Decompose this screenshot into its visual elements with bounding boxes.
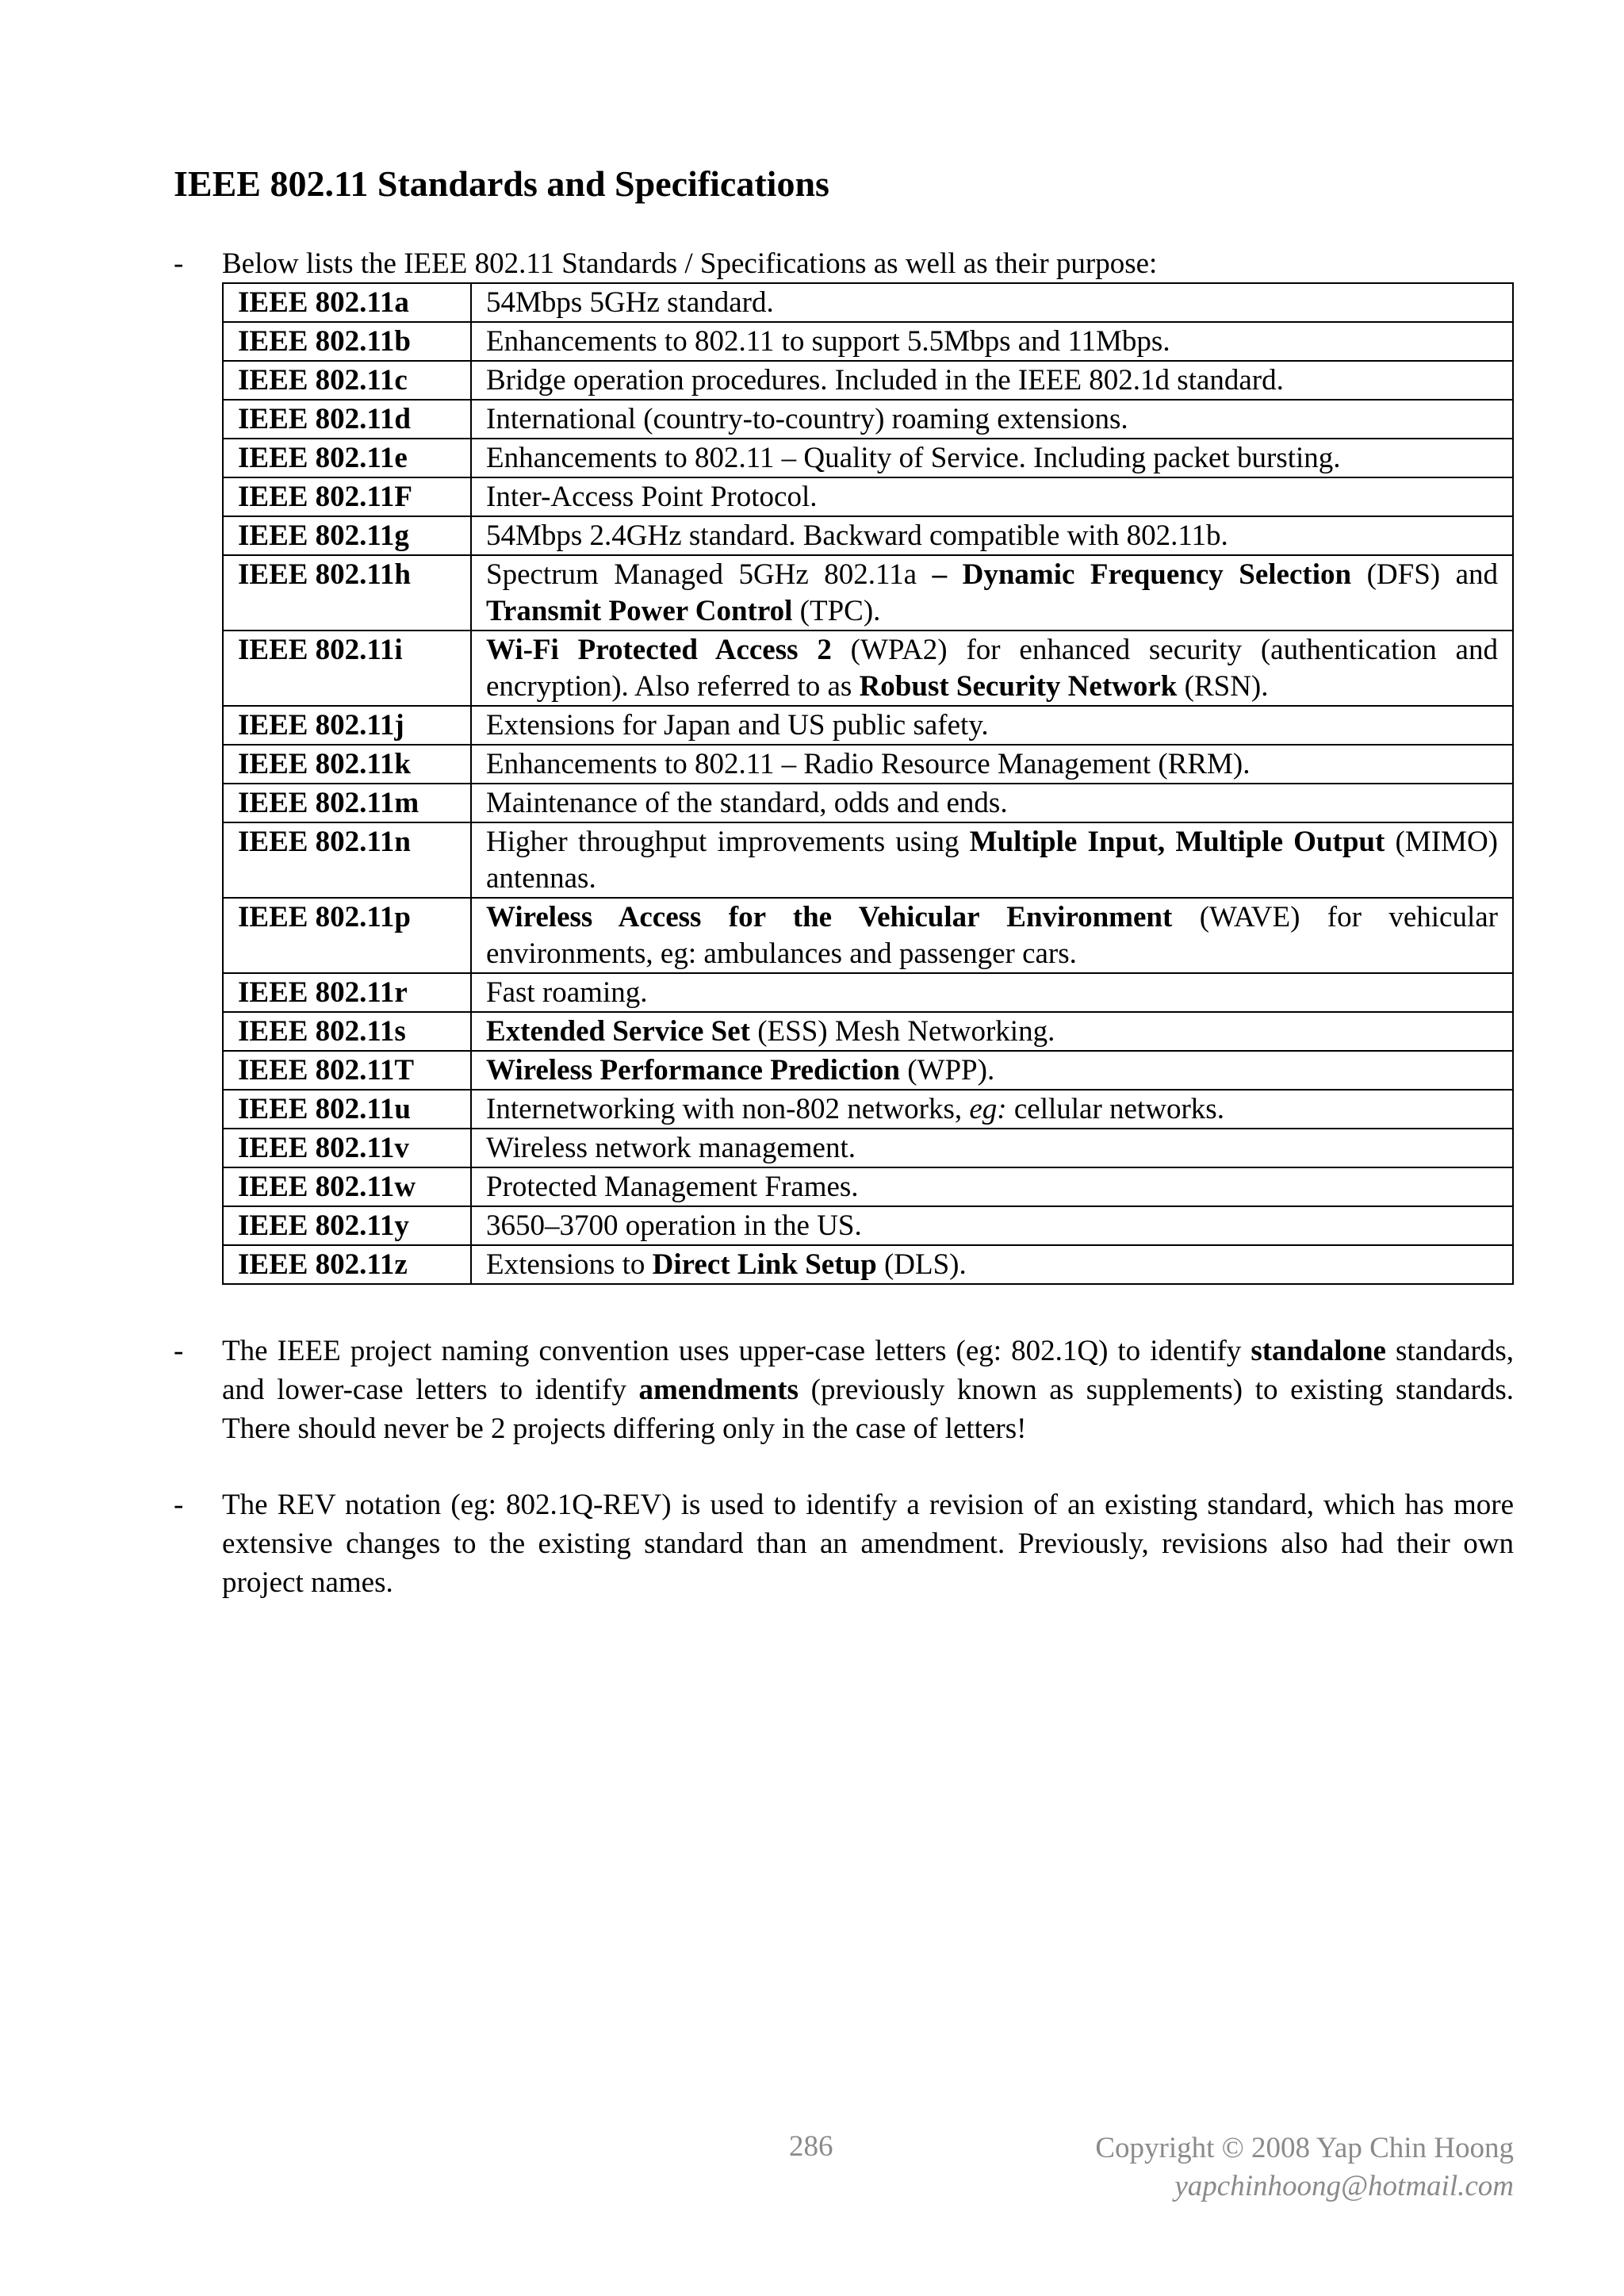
bold-term: Robust Security Network bbox=[859, 670, 1178, 703]
bold-term: Transmit Power Control bbox=[486, 595, 793, 627]
standard-code-cell: IEEE 802.11y bbox=[223, 1206, 471, 1245]
bullet-dash: - bbox=[174, 1335, 184, 1367]
text-run: 3650–3700 operation in the US. bbox=[486, 1209, 862, 1242]
standard-code-cell: IEEE 802.11a bbox=[223, 283, 471, 322]
standard-code-cell: IEEE 802.11u bbox=[223, 1090, 471, 1129]
text-run: Enhancements to 802.11 to support 5.5Mbps and 11Mbps. bbox=[486, 325, 1170, 358]
bullet-dash: - bbox=[174, 247, 184, 280]
page-number: 286 bbox=[789, 2130, 833, 2163]
standard-description-cell bbox=[471, 516, 1513, 555]
bold-term: amendments bbox=[638, 1374, 799, 1406]
standard-description-cell bbox=[471, 361, 1513, 400]
text-run: Enhancements to 802.11 – Radio Resource Management (RRM). bbox=[486, 748, 1251, 780]
text-run: International (country-to-country) roaming extensions. bbox=[486, 403, 1128, 435]
text-run: (ESS) Mesh Networking. bbox=[749, 1015, 1055, 1048]
standard-code-cell: IEEE 802.11g bbox=[223, 516, 471, 555]
text-run: (WPA2) for enhanced security (authentication and encryption). Also referred to as bbox=[486, 634, 1498, 703]
standard-description-cell bbox=[471, 1206, 1513, 1245]
table-row bbox=[223, 322, 1513, 361]
standard-description-cell bbox=[471, 1051, 1513, 1090]
table-row bbox=[223, 784, 1513, 822]
standard-code-cell: IEEE 802.11k bbox=[223, 745, 471, 784]
bold-term: Multiple Input, Multiple Output bbox=[969, 826, 1385, 858]
standard-code-cell: IEEE 802.11b bbox=[223, 322, 471, 361]
standard-description-cell bbox=[471, 555, 1513, 631]
text-run: (MIMO) antennas. bbox=[486, 826, 1498, 895]
standard-code-cell: IEEE 802.11w bbox=[223, 1167, 471, 1206]
standard-code-cell: IEEE 802.11r bbox=[223, 973, 471, 1012]
text-run: (DLS). bbox=[876, 1248, 967, 1281]
standard-description-cell bbox=[471, 400, 1513, 439]
standard-code-cell: IEEE 802.11z bbox=[223, 1245, 471, 1284]
bold-term: Wi-Fi Protected Access 2 bbox=[486, 634, 832, 666]
standard-description-cell bbox=[471, 477, 1513, 516]
standard-code-cell: IEEE 802.11p bbox=[223, 898, 471, 973]
table-row bbox=[223, 898, 1513, 973]
intro-text: Below lists the IEEE 802.11 Standards / Specifications as well as their purpose: bbox=[222, 247, 1158, 280]
table-row bbox=[223, 973, 1513, 1012]
bold-term: Wireless Performance Prediction bbox=[486, 1054, 900, 1087]
text-run: standards, and lower-case letters to identify bbox=[222, 1335, 1514, 1406]
text-run: Extensions for Japan and US public safety. bbox=[486, 709, 989, 742]
table-row bbox=[223, 1051, 1513, 1090]
table-row bbox=[223, 555, 1513, 631]
rev-notation-bullet bbox=[174, 1485, 1514, 1602]
table-row bbox=[223, 631, 1513, 706]
author-email: yapchinhoong@hotmail.com bbox=[1174, 2170, 1514, 2202]
standard-description-cell bbox=[471, 822, 1513, 898]
table-row bbox=[223, 361, 1513, 400]
standard-description-cell bbox=[471, 706, 1513, 745]
table-row bbox=[223, 745, 1513, 784]
standard-code-cell: IEEE 802.11h bbox=[223, 555, 471, 631]
standard-description-cell bbox=[471, 745, 1513, 784]
bold-term: – Dynamic Frequency Selection bbox=[932, 558, 1352, 591]
table-row bbox=[223, 706, 1513, 745]
standard-code-cell: IEEE 802.11m bbox=[223, 784, 471, 822]
text-run: 54Mbps 2.4GHz standard. Backward compatible with 802.11b. bbox=[486, 519, 1228, 552]
standard-code-cell: IEEE 802.11d bbox=[223, 400, 471, 439]
text-run: (WAVE) for vehicular environments, eg: ambulances and passenger cars. bbox=[486, 901, 1498, 970]
copyright-text: Copyright © 2008 Yap Chin Hoong bbox=[1095, 2132, 1514, 2164]
table-row bbox=[223, 516, 1513, 555]
table-row bbox=[223, 439, 1513, 477]
standard-code-cell: IEEE 802.11F bbox=[223, 477, 471, 516]
text-run: Enhancements to 802.11 – Quality of Service. Including packet bursting. bbox=[486, 442, 1341, 474]
standard-description-cell bbox=[471, 1090, 1513, 1129]
bold-term: Extended Service Set bbox=[486, 1015, 750, 1048]
table-row bbox=[223, 1206, 1513, 1245]
standards-table bbox=[222, 282, 1514, 1285]
text-run: The IEEE project naming convention uses upper-case letters (eg: 802.1Q) to identify bbox=[222, 1335, 1251, 1367]
page-title: IEEE 802.11 Standards and Specifications bbox=[174, 163, 829, 204]
standard-code-cell: IEEE 802.11n bbox=[223, 822, 471, 898]
table-row bbox=[223, 1129, 1513, 1167]
standard-code-cell: IEEE 802.11c bbox=[223, 361, 471, 400]
text-run: Spectrum Managed 5GHz 802.11a bbox=[486, 558, 933, 591]
standard-description-cell bbox=[471, 322, 1513, 361]
rev-notation-text: The REV notation (eg: 802.1Q-REV) is used to identify a revision of an existing standard, which has more extensive changes to the existing standard than an amendment. Previously, revisions also had their own project names. bbox=[222, 1489, 1514, 1599]
standard-description-cell bbox=[471, 439, 1513, 477]
table-row bbox=[223, 1012, 1513, 1051]
standard-description-cell bbox=[471, 1012, 1513, 1051]
table-row bbox=[223, 822, 1513, 898]
text-run: (previously known as supplements) to existing standards. There should never be 2 projects differing only in the case of letters! bbox=[222, 1374, 1514, 1445]
naming-convention-bullet bbox=[174, 1332, 1514, 1448]
naming-convention-text bbox=[222, 1332, 1514, 1448]
text-run: (DFS) and bbox=[1351, 558, 1499, 591]
standard-code-cell: IEEE 802.11i bbox=[223, 631, 471, 706]
text-run: Fast roaming. bbox=[486, 976, 648, 1009]
text-run: Bridge operation procedures. Included in the IEEE 802.1d standard. bbox=[486, 364, 1284, 397]
table-row bbox=[223, 400, 1513, 439]
text-run: Internetworking with non-802 networks, bbox=[486, 1093, 970, 1125]
italic-term: eg: bbox=[969, 1093, 1007, 1125]
text-run: Maintenance of the standard, odds and ends. bbox=[486, 787, 1008, 819]
standard-code-cell: IEEE 802.11s bbox=[223, 1012, 471, 1051]
bold-term: standalone bbox=[1251, 1335, 1386, 1367]
standard-description-cell bbox=[471, 1167, 1513, 1206]
bullet-dash: - bbox=[174, 1489, 184, 1521]
text-run: Higher throughput improvements using bbox=[486, 826, 970, 858]
text-run: Extensions to bbox=[486, 1248, 653, 1281]
table-row bbox=[223, 283, 1513, 322]
table-row bbox=[223, 477, 1513, 516]
standards-table-body bbox=[223, 283, 1513, 1284]
standard-code-cell: IEEE 802.11v bbox=[223, 1129, 471, 1167]
table-row bbox=[223, 1167, 1513, 1206]
standard-description-cell bbox=[471, 631, 1513, 706]
text-run: (RSN). bbox=[1177, 670, 1269, 703]
text-run: Inter-Access Point Protocol. bbox=[486, 481, 818, 513]
table-row bbox=[223, 1245, 1513, 1284]
standard-code-cell: IEEE 802.11T bbox=[223, 1051, 471, 1090]
bold-term: Direct Link Setup bbox=[652, 1248, 877, 1281]
standard-description-cell bbox=[471, 1129, 1513, 1167]
text-run: (TPC). bbox=[792, 595, 881, 627]
bold-term: Wireless Access for the Vehicular Environment bbox=[486, 901, 1173, 933]
standard-code-cell: IEEE 802.11j bbox=[223, 706, 471, 745]
standard-description-cell bbox=[471, 283, 1513, 322]
standard-description-cell bbox=[471, 973, 1513, 1012]
standard-code-cell: IEEE 802.11e bbox=[223, 439, 471, 477]
text-run: cellular networks. bbox=[1006, 1093, 1224, 1125]
footer-credits bbox=[1095, 2129, 1514, 2206]
intro-bullet bbox=[174, 244, 1514, 283]
standard-description-cell bbox=[471, 1245, 1513, 1284]
text-run: Wireless network management. bbox=[486, 1132, 856, 1164]
text-run: 54Mbps 5GHz standard. bbox=[486, 286, 774, 319]
text-run: Protected Management Frames. bbox=[486, 1171, 859, 1203]
table-row bbox=[223, 1090, 1513, 1129]
text-run: (WPP). bbox=[899, 1054, 995, 1087]
standard-description-cell bbox=[471, 898, 1513, 973]
standard-description-cell bbox=[471, 784, 1513, 822]
